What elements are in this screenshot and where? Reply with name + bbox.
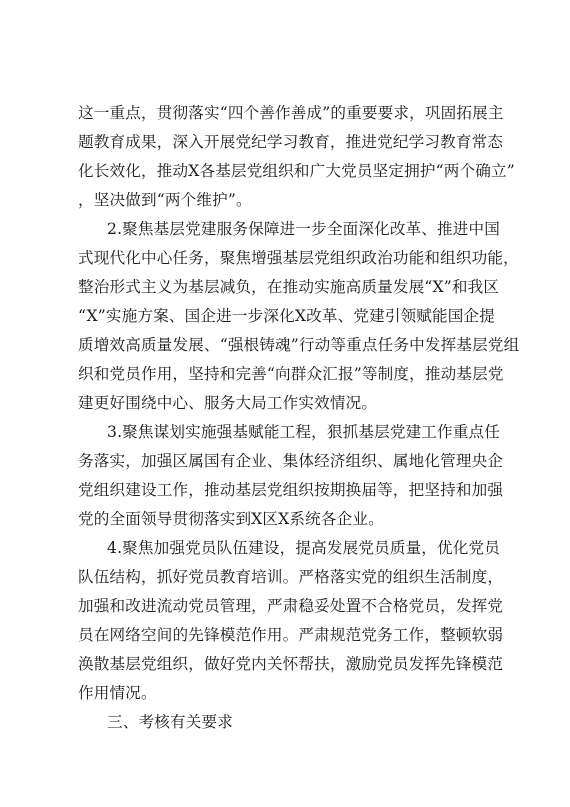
paragraph-4-line: 员在网络空间的先锋模范作用。严肃规范党务工作，整顿软弱 [78,626,504,644]
paragraph-4-line: 涣散基层党组织，做好党内关怀帮扶，激励党员发挥先锋模范 [78,655,504,673]
section-heading-3: 三、考核有关要求 [107,713,233,731]
document-body [78,99,520,737]
paragraph-2-line: 整治形式主义为基层减负，在推动实施高质量发展“X”和我区 [78,278,500,296]
paragraph-1-line: 题教育成果，深入开展党纪学习教育，推进党纪学习教育常态 [78,133,504,151]
paragraph-1-line: ，坚决做到“两个维护”。 [78,191,252,209]
paragraph-2-line: 式现代化中心任务，聚焦增强基层党组织政治功能和组织功能， [78,249,519,267]
paragraph-3-line: 党的全面领导贯彻落实到X区X系统各企业。 [78,510,384,528]
paragraph-3 [78,418,504,534]
paragraph-2-line: 建更好围绕中心、服务大局工作实效情况。 [78,394,378,412]
paragraph-2 [78,215,520,418]
paragraph-1 [78,99,515,215]
paragraph-3-line: 务落实，加强区属国有企业、集体经济组织、属地化管理央企 [78,452,504,470]
paragraph-4-line: 队伍结构，抓好党员教育培训。严格落实党的组织生活制度， [78,568,504,586]
paragraph-1-line: 这一重点，贯彻落实“四个善作善成”的重要要求，巩固拓展主 [78,104,504,122]
paragraph-2-line: “X”实施方案、国企进一步深化X改革、党建引领赋能国企提 [78,307,496,325]
paragraph-2-line: 质增效高质量发展、“强根铸魂”行动等重点任务中发挥基层党组 [78,336,520,354]
paragraph-2-line: 2.聚焦基层党建服务保障进一步全面深化改革、推进中国 [107,220,501,238]
paragraph-3-line: 党组织建设工作，推动基层党组织按期换届等，把坚持和加强 [78,481,504,499]
paragraph-2-line: 织和党员作用，坚持和完善“向群众汇报”等制度，推动基层党 [78,365,504,383]
paragraph-4-line: 4.聚焦加强党员队伍建设，提高发展党员质量，优化党员 [107,539,501,557]
paragraph-4 [78,534,504,708]
paragraph-1-line: 化长效化，推动X各基层党组织和广大党员坚定拥护“两个确立” [78,162,515,180]
paragraph-4-line: 加强和改进流动党员管理，严肃稳妥处置不合格党员，发挥党 [78,597,504,615]
paragraph-3-line: 3.聚焦谋划实施强基赋能工程，狠抓基层党建工作重点任 [107,423,501,441]
paragraph-4-line: 作用情况。 [78,684,157,702]
